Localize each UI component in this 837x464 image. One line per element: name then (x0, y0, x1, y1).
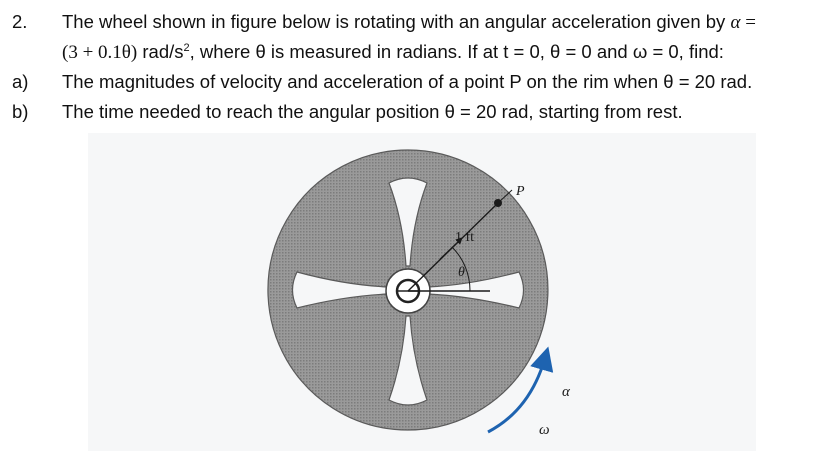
alpha-symbol: α (730, 12, 741, 33)
problem-intro-text: The wheel shown in figure below is rotating with an angular acceleration given by (62, 11, 726, 32)
alpha-expression: (3 + 0.1θ) (62, 42, 138, 63)
theta-label: θ (458, 265, 465, 280)
part-b-text: The time needed to reach the angular position θ = 20 rad, starting from rest. (62, 101, 683, 122)
part-a-text: The magnitudes of velocity and acceleration of a point P on the rim when θ = 20 rad. (62, 71, 753, 92)
radius-label: 1 ft (455, 230, 475, 245)
omega-label: ω (539, 422, 550, 438)
problem-number: 2. (12, 11, 28, 32)
point-p-label: P (516, 184, 525, 199)
alpha-label: α (562, 384, 570, 400)
equals-sign: = (745, 12, 756, 33)
part-a-label: a) (12, 71, 29, 92)
alpha-unit-exponent: 2 (183, 42, 190, 54)
alpha-unit: rad/s (142, 41, 184, 62)
initial-conditions-text: , where θ is measured in radians. If at t = 0, θ = 0 and ω = 0, find: (189, 41, 724, 62)
part-b-label: b) (12, 101, 29, 122)
